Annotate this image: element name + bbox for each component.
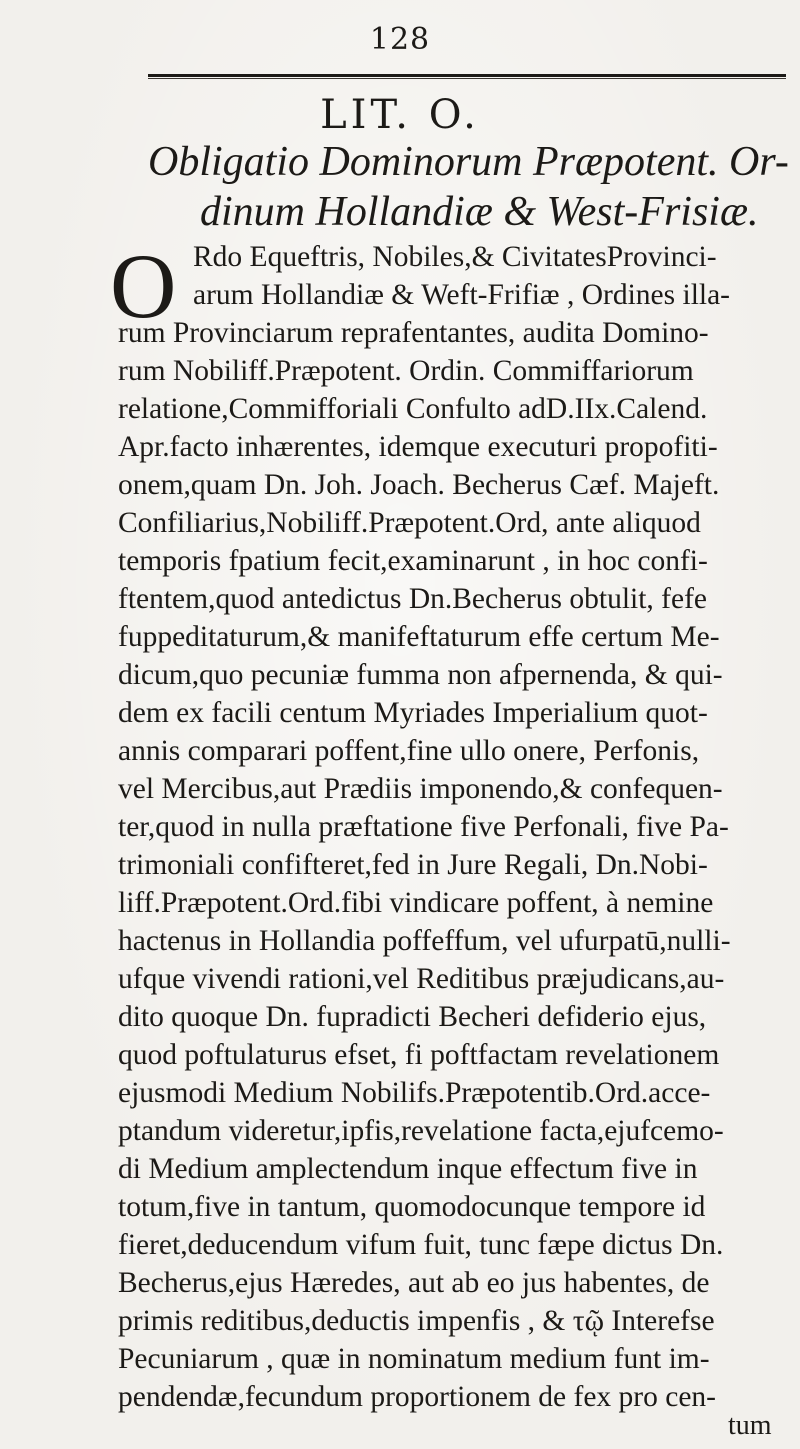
body-line-19: hactenus in Hollandia poffeffum, vel ufurpatū,nulli- — [118, 925, 731, 957]
body-line-10: ftentem,quod antedictus Dn.Becherus obtulit, fefe — [118, 583, 708, 615]
body-line-6: Apr.facto inhærentes, idemque executuri propofiti- — [118, 431, 718, 463]
title-line-2: dinum Hollandiæ & West-Frisiæ. — [200, 189, 759, 235]
header-rule-thick — [148, 74, 786, 77]
body-line-11: fuppeditaturum,& manifeftaturum effe certum Me- — [118, 621, 720, 653]
body-line-15: vel Mercibus,aut Prædiis imponendo,& confequen- — [118, 773, 723, 805]
body-line-30: Pecuniarum , quæ in nominatum medium funt im- — [118, 1343, 710, 1375]
body-line-13: dem ex facili centum Myriades Imperialium quot- — [118, 697, 708, 729]
body-line-14: annis comparari poffent,fine ullo onere, Perfonis, — [118, 735, 700, 767]
body-line-28: Becherus,ejus Hæredes, aut ab eo jus habentes, de — [118, 1267, 710, 1299]
body-line-24: ptandum videretur,ipfis,revelatione facta,ejufcemo- — [118, 1115, 724, 1147]
header-rule — [148, 70, 786, 80]
body-line-12: dicum,quo pecuniæ fumma non afpernenda, & qui- — [118, 659, 723, 691]
body-line-31: pendendæ,fecundum proportionem de fex pro cen- — [118, 1381, 716, 1413]
drop-cap: O — [110, 235, 177, 337]
body-line-9: temporis fpatium fecit,examinarunt , in hoc confi- — [118, 545, 708, 577]
section-heading: LIT. O. — [320, 92, 480, 138]
body-line-16: ter,quod in nulla præftatione five Perfonali, five Pa- — [118, 811, 729, 843]
body-line-22: quod poftulaturus efset, fi poftfactam revelationem — [118, 1039, 720, 1071]
body-line-29: primis reditibus,deductis impenfis , & τῷ Interefse — [118, 1305, 715, 1337]
body-line-5: relatione,Commifforiali Confulto adD.IIx.Calend. — [118, 393, 708, 425]
body-line-3: rum Provinciarum reprafentantes, audita Domino- — [118, 317, 709, 349]
title-line-1: Obligatio Dominorum Præpotent. Or- — [148, 139, 789, 185]
header-rule-thin — [148, 78, 786, 79]
catchword: tum — [728, 1410, 772, 1441]
body-line-23: ejusmodi Medium Nobilifs.Præpotentib.Ord.acce- — [118, 1077, 711, 1109]
body-line-4: rum Nobiliff.Præpotent. Ordin. Commiffariorum — [118, 355, 694, 387]
body-line-18: liff.Præpotent.Ord.fibi vindicare poffent, à nemine — [118, 887, 714, 919]
body-line-26: totum,five in tantum, quomodocunque tempore id — [118, 1191, 706, 1223]
body-line-21: dito quoque Dn. fupradicti Becheri defiderio ejus, — [118, 1001, 707, 1033]
body-line-1: Rdo Equeftris, Nobiles,& CivitatesProvinci- — [193, 241, 717, 273]
body-line-27: fieret,deducendum vifum fuit, tunc fæpe dictus Dn. — [118, 1229, 724, 1261]
body-line-17: trimoniali confifteret,fed in Jure Regali, Dn.Nobi- — [118, 849, 708, 881]
body-line-25: di Medium amplectendum inque effectum five in — [118, 1153, 698, 1185]
body-line-20: ufque vivendi rationi,vel Reditibus præjudicans,au- — [118, 963, 725, 995]
body-line-2: arum Hollandiæ & Weft-Frifiæ , Ordines illa- — [193, 279, 731, 311]
body-line-8: Confiliarius,Nobiliff.Præpotent.Ord, ante aliquod — [118, 507, 701, 539]
page-number: 128 — [369, 22, 431, 57]
body-line-7: onem,quam Dn. Joh. Joach. Becherus Cæf. Majeft. — [118, 469, 720, 501]
